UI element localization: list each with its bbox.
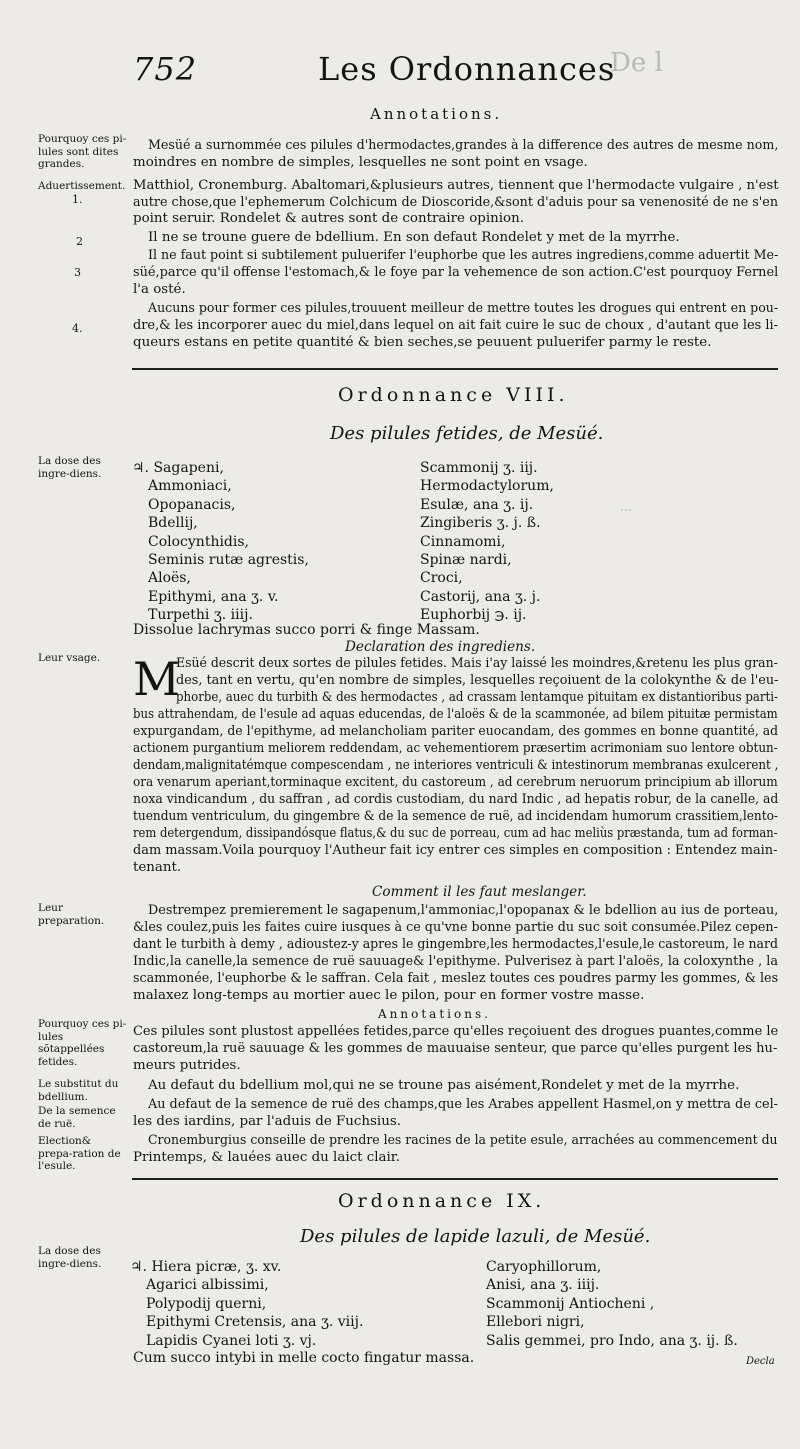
catchword: Decla	[746, 1356, 775, 1367]
margin-note: De la semence de ruë.	[38, 1105, 116, 1130]
text-line: des, tant en vertu, qu'en nombre de simples, lesquelles reçoiuent de la colokynthe & de l'eu-	[176, 673, 779, 688]
subsection-heading: Declaration des ingrediens.	[345, 639, 536, 655]
preparation-instruction: Dissolue lachrymas succo porri & finge Massam.	[133, 622, 480, 638]
recipe-right-column	[420, 459, 554, 625]
ingredient: Bdellij,	[148, 515, 198, 532]
bleed-through-text: De l	[610, 48, 663, 78]
section-rule	[132, 368, 778, 370]
text-line: Il ne faut point si subtilement puluerifer l'euphorbe que les autres ingrediens,comme aduertit Me-	[148, 248, 779, 263]
ingredient: Colocynthidis,	[148, 533, 250, 550]
text-line: bus attrahendam, de l'esule ad aquas educendas, de l'aloës & de la scammonée, ad bilem pituitæ permistam	[133, 707, 778, 722]
text-line: scammonée, l'euphorbe & le saffran. Cela fait , meslez toutes ces poudres parmy les gommes, & les	[133, 971, 779, 986]
ingredient: Scammonij Antiocheni ,	[486, 1295, 655, 1312]
text-line: Mesüé a surnommée ces pilules d'hermodactes,grandes à la difference des autres de mesme nom,	[148, 138, 779, 153]
ordinance-title: Ordonnance VIII.	[338, 384, 569, 406]
ordinance-subtitle: Des pilules fetides, de Mesüé.	[330, 423, 604, 444]
ingredient: Lapidis Cyanei loti ʒ. vj.	[146, 1332, 317, 1349]
ingredient: Scammonij ʒ. iij.	[420, 460, 538, 476]
ordinance-title: Ordonnance IX.	[338, 1190, 546, 1212]
margin-note: Pourquoy ces pi-lules sõtappellées fetides.	[38, 1018, 127, 1068]
text-line: Ces pilules sont plustost appellées fetides,parce qu'elles reçoiuent des drogues puantes,comme le	[133, 1024, 779, 1039]
text-line: tuendum ventriculum, du gingembre & de la semence de ruë, ad incidendam humorum crassitiem,lento-	[133, 809, 779, 824]
text-line: ora venarum aperiant,torminaque excitent, du castoreum , ad cerebrum neruorum principium ab illorum	[133, 775, 778, 790]
ingredient: Polypodij querni,	[146, 1295, 267, 1312]
text-line: meurs putrides.	[133, 1058, 241, 1073]
text-line: dendam,malignitatémque compescendam , ne interiores ventriculi & intestinorum membranas exulcerent ,	[133, 758, 779, 773]
margin-note: Le substitut du bdellium.	[38, 1078, 119, 1103]
ingredient: Croci,	[420, 570, 463, 587]
text-line: süé,parce qu'il offense l'estomach,& le foye par la vehemence de son action.C'est pourquoy Fernel	[133, 265, 779, 280]
text-line: queurs estans en petite quantité & bien seches,se peuuent puluerifer parmy le reste.	[133, 335, 712, 350]
text-line: actionem purgantium meliorem reddendam, ac vehementiorem præsertim acrimoniam suo lentore obtun-	[133, 741, 778, 756]
text-line: tenant.	[133, 860, 182, 875]
text-line: Destrempez premierement le sagapenum,l'ammoniac,l'opopanax & le bdellion au ius de porteau,	[148, 903, 779, 918]
recipe-left-column	[132, 459, 309, 625]
margin-note: Pourquoy ces pi-lules sont dites grandes.	[38, 133, 127, 170]
ingredient: Euphorbij ℈. ij.	[420, 607, 527, 624]
text-line: phorbe, auec du turbith & des hermodactes , ad crassam lentamque pituitam ex distantioribus parti-	[176, 690, 779, 705]
ingredient: Caryophillorum,	[486, 1259, 602, 1275]
text-line: rem detergendum, dissipandósque flatus,& du suc de porreau, cum ad hac meliùs præstanda, tum ad forman-	[133, 826, 778, 841]
ingredient: Salis gemmei, pro Indo, ana ʒ. ij. ß.	[486, 1332, 738, 1349]
recipe-left-column	[130, 1258, 363, 1350]
text-line: malaxez long-temps au mortier auec le pilon, pour en former vostre masse.	[133, 988, 645, 1003]
text-line: autre chose,que l'ephemerum Colchicum de Dioscoride,&sont d'aduis pour sa venenosité de ne s'en	[133, 195, 779, 210]
note-number: 2	[76, 235, 83, 248]
ingredient: Zingiberis ʒ. j. ß.	[420, 515, 541, 532]
text-line: les des iardins, par l'aduis de Fuchsius.	[133, 1114, 401, 1129]
note-number: 1.	[72, 193, 83, 206]
ingredient: Aloës,	[148, 570, 191, 587]
margin-note: La dose des ingre-diens.	[38, 1245, 102, 1270]
recipe-right-column	[486, 1258, 738, 1350]
text-line: &les coulez,puis les faites cuire iusques à ce qu'vne bonne partie du suc soit consumée.Pilez cepen-	[133, 920, 778, 935]
text-line: expurgandam, de l'epithyme, ad melancholiam pariter euocandam, des gommes en bonne quantité, ad	[133, 724, 779, 739]
ingredient: Esulæ, ana ʒ. ij.	[420, 496, 534, 513]
subsection-heading: Comment il les faut meslanger.	[372, 884, 587, 900]
text-line: castoreum,la ruë sauuage & les gommes de mauuaise senteur, que parce qu'elles purgent les hu-	[133, 1041, 778, 1056]
section-rule	[132, 1178, 778, 1180]
text-line: dam massam.Voila pourquoy l'Autheur fait icy entrer ces simples en composition : Entendez main-	[133, 843, 778, 858]
ingredient: Castorij, ana ʒ. j.	[420, 588, 541, 605]
text-line: l'a osté.	[133, 282, 186, 297]
ingredient: Anisi, ana ʒ. iiij.	[486, 1277, 600, 1294]
margin-note: Leur vsage.	[38, 652, 101, 664]
text-line: Printemps, & lauées auec du laict clair.	[133, 1150, 400, 1165]
text-line: Esüé descrit deux sortes de pilules fetides. Mais i'ay laissé les moindres,&retenu les plus gran-	[176, 656, 778, 671]
note-number: 3	[74, 266, 81, 279]
running-title: Les Ordonnances	[318, 50, 616, 88]
ingredient: Ammoniaci,	[148, 478, 232, 495]
ordinance-subtitle: Des pilules de lapide lazuli, de Mesüé.	[300, 1226, 651, 1247]
ingredient: Seminis rutæ agrestis,	[148, 552, 309, 569]
text-line: dant le turbith à demy , adioustez-y apres le gingembre,les hermodactes,l'esule,le castoreum, le nard	[133, 937, 778, 952]
text-line: Cronemburgius conseille de prendre les racines de la petite esule, arrachées au commencement du	[148, 1133, 778, 1148]
text-line: Aucuns pour former ces pilules,trouuent meilleur de mettre toutes les drogues qui entrent en pou-	[148, 301, 779, 316]
ingredient: Ellebori nigri,	[486, 1314, 585, 1331]
ingredient: Opopanacis,	[148, 496, 236, 513]
ingredient: ♃. Sagapeni,	[132, 460, 224, 476]
margin-note: Election& prepa-ration de l'esule.	[38, 1135, 121, 1172]
ingredient: Cinnamomi,	[420, 533, 506, 550]
note-number: 4.	[72, 322, 83, 335]
text-line: dre,& les incorporer auec du miel,dans lequel on ait fait cuire le suc de choux , d'autant que les li-	[133, 318, 779, 333]
text-line: Au defaut du bdellium mol,qui ne se troune pas aisément,Rondelet y met de la myrrhe.	[148, 1078, 740, 1093]
drop-cap: M	[133, 652, 181, 706]
preparation-instruction: Cum succo intybi in melle cocto fingatur massa.	[133, 1350, 475, 1366]
ingredient: Turpethi ʒ. iiij.	[148, 607, 253, 624]
ingredient: Spinæ nardi,	[420, 552, 512, 569]
page-number: 752	[133, 50, 198, 88]
margin-note: Aduertissement.	[38, 180, 126, 192]
text-line: Il ne se troune guere de bdellium. En son defaut Rondelet y met de la myrrhe.	[148, 230, 680, 245]
ingredient: Epithymi Cretensis, ana ʒ. viij.	[146, 1314, 364, 1331]
ingredient: Agarici albissimi,	[146, 1277, 269, 1294]
bleed-through-text: ...	[620, 500, 633, 515]
text-line: moindres en nombre de simples, lesquelles ne sont point en vsage.	[133, 155, 588, 170]
text-line: Indic,la canelle,la semence de ruë sauuage& l'epithyme. Pulverisez à part l'aloës, la coloxynthe , la	[133, 954, 779, 969]
text-line: Matthiol, Cronemburg. Abaltomari,&plusieurs autres, tiennent que l'hermodacte vulgaire , n'est	[133, 178, 779, 193]
ingredient: ♃. Hiera picræ, ʒ. xv.	[130, 1259, 282, 1275]
text-line: noxa vindicandum , du saffran , ad cordis custodiam, du nard Indic , ad hepatis robur, de la canelle, ad	[133, 792, 779, 807]
ingredient: Epithymi, ana ʒ. v.	[148, 588, 279, 605]
section-heading: Annotations.	[370, 105, 503, 123]
text-line: point seruir. Rondelet & autres sont de contraire opinion.	[133, 211, 524, 226]
margin-note: La dose des ingre-diens.	[38, 455, 102, 480]
ingredient: Hermodactylorum,	[420, 478, 554, 495]
margin-note: Leur preparation.	[38, 902, 105, 927]
text-line: Au defaut de la semence de ruë des champs,que les Arabes appellent Hasmel,on y mettra de cel-	[148, 1097, 779, 1112]
section-heading: Annotations.	[378, 1007, 491, 1021]
